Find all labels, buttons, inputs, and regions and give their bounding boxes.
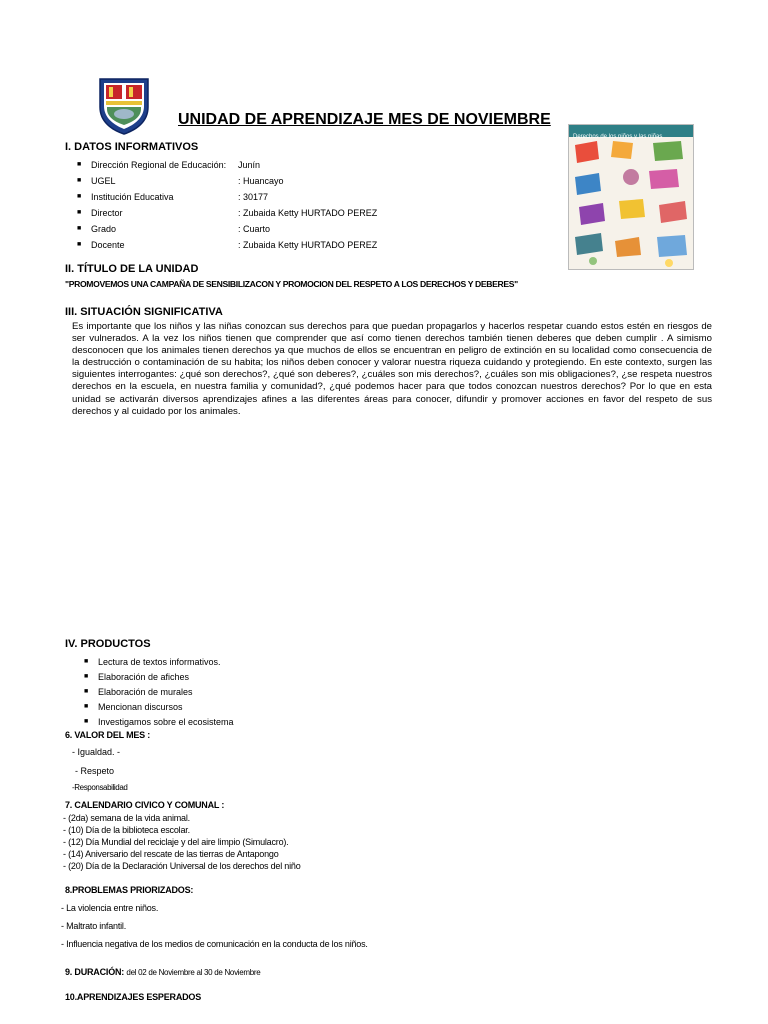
document-title: UNIDAD DE APRENDIZAJE MES DE NOVIEMBRE <box>178 111 551 128</box>
datos-key: Grado <box>91 224 117 234</box>
childrens-rights-poster-image <box>568 124 694 270</box>
valor-item: - Igualdad. - <box>72 747 121 757</box>
datos-value: : Cuarto <box>238 224 271 234</box>
poster-banner <box>569 125 693 140</box>
datos-key: Dirección Regional de Educación: <box>91 160 227 170</box>
datos-key: Director <box>91 208 123 218</box>
section-situacion-heading: III. SITUACIÓN SIGNIFICATIVA <box>65 306 223 318</box>
datos-list <box>77 159 377 255</box>
datos-value: : 30177 <box>238 192 269 202</box>
list-item: - La violencia entre niños. <box>61 903 159 913</box>
list-item: - (2da) semana de la vida animal. <box>63 813 190 823</box>
poster-illustrations <box>569 137 693 269</box>
unit-title-text: "PROMOVEMOS UNA CAMPAÑA DE SENSIBILIZACON Y PROMOCION DEL RESPETO A LOS DERECHOS Y DEBERES" <box>65 279 518 289</box>
datos-value: : Zubaida Ketty HURTADO PEREZ <box>238 208 378 218</box>
datos-row <box>77 223 377 239</box>
list-item: - (20) Día de la Declaración Universal de los derechos del niño <box>63 861 301 871</box>
datos-value: Junín <box>238 160 261 170</box>
productos-list <box>84 656 234 731</box>
section-calendario-heading: 7. CALENDARIO CIVICO Y COMUNAL : <box>65 800 225 810</box>
list-item: - Influencia negativa de los medios de comunicación en la conducta de los niños. <box>61 939 368 949</box>
datos-row <box>77 191 377 207</box>
section-valor-heading: 6. VALOR DEL MES : <box>65 730 151 740</box>
datos-key: Docente <box>91 240 125 250</box>
list-item: ■ Investigamos sobre el ecosistema <box>84 716 234 731</box>
section-duracion-heading: 9. DURACIÓN: <box>65 967 125 977</box>
datos-row <box>77 239 377 255</box>
valor-item: -Responsabilidad <box>72 783 128 792</box>
datos-row <box>77 175 377 191</box>
datos-value: : Huancayo <box>238 176 284 186</box>
datos-row <box>77 207 377 223</box>
datos-value: : Zubaida Ketty HURTADO PEREZ <box>238 240 378 250</box>
list-item: - (10) Día de la biblioteca escolar. <box>63 825 190 835</box>
datos-row <box>77 159 377 175</box>
list-item: ■ Elaboración de murales <box>84 686 234 701</box>
school-crest-logo <box>98 77 150 135</box>
datos-key: Institución Educativa <box>91 192 174 202</box>
duracion-text: del 02 de Noviembre al 30 de Noviembre <box>126 968 261 977</box>
list-item: - (14) Aniversario del rescate de las tierras de Antapongo <box>63 849 279 859</box>
section-aprendizajes-heading: 10.APRENDIZAJES ESPERADOS <box>65 992 202 1002</box>
section-titulo-heading: II. TÍTULO DE LA UNIDAD <box>65 263 199 275</box>
list-item: - Maltrato infantil. <box>61 921 127 931</box>
section-productos-heading: IV. PRODUCTOS <box>65 638 151 650</box>
duracion-line <box>65 967 260 977</box>
list-item: - (12) Día Mundial del reciclaje y del aire limpio (Simulacro). <box>63 837 289 847</box>
poster-title: Derechos de los niños y las niñas <box>573 134 663 140</box>
list-item: ■ Elaboración de afiches <box>84 671 234 686</box>
situacion-paragraph: Es importante que los niños y las niñas conozcan sus derechos para que puedan propagarlos y hacerlos respetar cuando estos estén en riesgos de ser vulnerados. A la vez los niños tienen que comprender que así como tienen derechos también tienen deberes que deben cumplir . A simismo desconocen que los animales tienen derechos ya que muchos de ellos se encuentran en peligro de extinción en su localidad como consecuencia de la destrucción o contaminación de su habita; los niños deben conocer y valorar nuestra riqueza cuidando y protegiendo. En este contexto, surgen las siguientes interrogantes: ¿qué son derechos?, ¿qué son deberes?, ¿cuáles son mis derechos?, ¿cuáles son mis obligaciones?, ¿se respeta nuestros derechos en la escuela, en nuestra familia y comunidad?, ¿qué podemos hacer para que todos conozcan nuestros derechos? Por lo que en esta unidad se activarán diversos aprendizajes afines a las diferentes áreas para conocer, difundir y promover acciones en favor del respeto de sus derechos y al cuidado por los animales. <box>72 321 712 417</box>
list-item: ■ Mencionan discursos <box>84 701 234 716</box>
calendario-list <box>63 812 301 872</box>
valor-item: - Respeto <box>75 766 115 776</box>
datos-key: UGEL <box>91 176 116 186</box>
list-item: ■ Lectura de textos informativos. <box>84 656 234 671</box>
section-problemas-heading: 8.PROBLEMAS PRIORIZADOS: <box>65 885 194 895</box>
section-datos-heading: I. DATOS INFORMATIVOS <box>65 141 199 153</box>
